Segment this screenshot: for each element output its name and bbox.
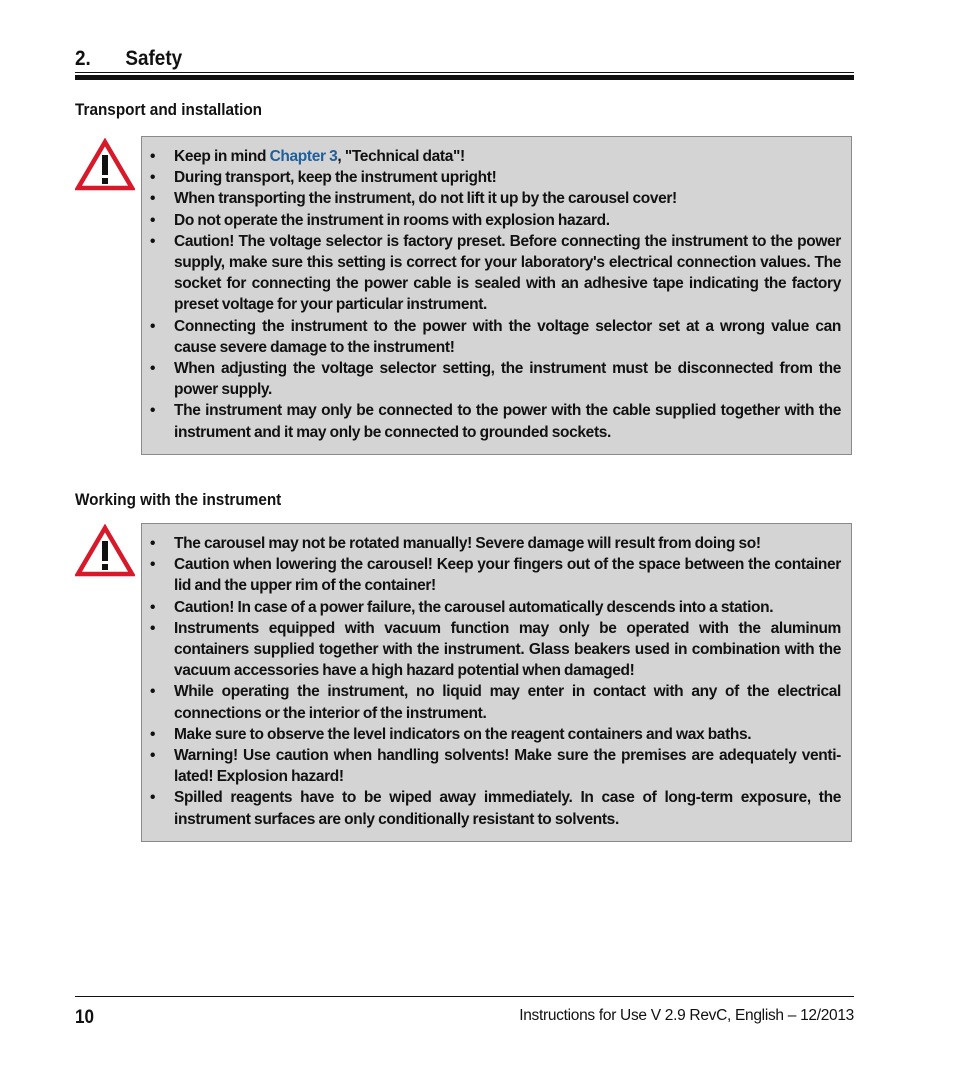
list-item: • Caution! The voltage selector is factory preset. Before connecting the instrument to the power supply, make sure this setting is correct for your laboratory's electrical connection values. The socket for connecting the power cable is sealed with an adhesive tape indicating the factory preset voltage for your particular instrument. xyxy=(142,231,841,316)
list-item: • Do not operate the instrument in rooms with explosion hazard. xyxy=(142,210,841,231)
list-item: • When transporting the instrument, do not lift it up by the carousel cover! xyxy=(142,188,841,209)
section-title-transport: Transport and installation xyxy=(75,100,263,119)
list-item: • Caution when lowering the carousel! Keep your fingers out of the space between the container lid and the upper rim of the container! xyxy=(142,554,841,596)
list-item: • Make sure to observe the level indicators on the reagent containers and wax baths. xyxy=(142,724,841,745)
list-item: • Spilled reagents have to be wiped away immediately. In case of long-term exposure, the instrument surfaces are only conditionally resistant to solvents. xyxy=(142,787,841,829)
header-rule-thin xyxy=(75,72,854,73)
chapter-heading xyxy=(75,46,776,72)
list-item: • The carousel may not be rotated manually! Severe damage will result from doing so! xyxy=(142,533,841,554)
list-item: • Connecting the instrument to the power with the voltage selector set at a wrong value can cause severe damage to the instrument! xyxy=(142,316,841,358)
page-number: 10 xyxy=(75,1007,95,1028)
list-item: • While operating the instrument, no liquid may enter in contact with any of the electrical connections or the interior of the instrument. xyxy=(142,681,841,723)
header-rule-thick xyxy=(75,75,854,80)
warning-box-working xyxy=(141,523,852,842)
list-item: • During transport, keep the instrument upright! xyxy=(142,167,841,188)
warning-triangle-icon xyxy=(75,524,135,578)
list-item: • Keep in mind Chapter 3, "Technical data"! xyxy=(142,146,841,167)
list-item: • Instruments equipped with vacuum function may only be operated with the aluminum containers supplied together with the instrument. Glass beakers used in combination with the vacuum accessories have a high hazard potential when damaged! xyxy=(142,618,841,682)
warning-list-transport xyxy=(142,146,841,443)
chapter-3-link[interactable]: Chapter 3 xyxy=(269,148,338,165)
list-item: • The instrument may only be connected to the power with the cable supplied together with the instrument and it may only be connected to grounded sockets. xyxy=(142,400,841,442)
list-item: • When adjusting the voltage selector setting, the instrument must be disconnected from the power supply. xyxy=(142,358,841,400)
warning-list-working xyxy=(142,533,841,830)
warning-triangle-icon xyxy=(75,138,135,192)
chapter-number: 2. xyxy=(75,47,91,70)
chapter-title: Safety xyxy=(125,47,183,70)
warning-box-transport xyxy=(141,136,852,455)
list-item: • Caution! In case of a power failure, the carousel automatically descends into a station. xyxy=(142,597,841,618)
list-item: • Warning! Use caution when handling solvents! Make sure the premises are adequately venti-lated! Explosion hazard! xyxy=(142,745,841,787)
footer-rule xyxy=(75,996,854,997)
footer-document-info: Instructions for Use V 2.9 RevC, English – 12/2013 xyxy=(519,1007,854,1024)
section-title-working: Working with the instrument xyxy=(75,490,282,509)
